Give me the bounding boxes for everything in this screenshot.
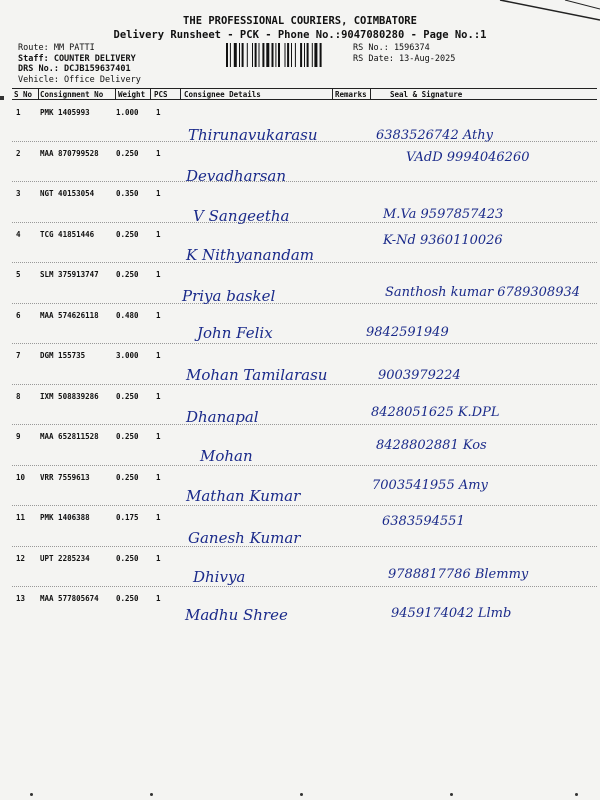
margin-mark xyxy=(0,96,4,100)
row-consignment-no: PMK 1405993 xyxy=(40,108,90,117)
scan-dot xyxy=(575,793,578,796)
consignee-handwritten-name: Mohan Tamilarasu xyxy=(186,366,328,384)
row-consignment-no: MAA 577805674 xyxy=(40,594,99,603)
col-divider xyxy=(38,88,39,99)
row-pcs: 1 xyxy=(156,108,161,117)
row-pcs: 1 xyxy=(156,310,161,320)
col-divider xyxy=(370,88,371,99)
row-pcs: 1 xyxy=(156,513,161,522)
barcode-bar xyxy=(262,43,264,67)
row-consignment-no: VRR 7559613 xyxy=(40,472,90,482)
barcode-bar xyxy=(312,43,313,67)
row-pcs: 1 xyxy=(156,432,161,441)
scan-dot xyxy=(150,793,153,796)
row-weight: 0.250 xyxy=(116,148,139,158)
staff-line: Staff: COUNTER DELIVERY xyxy=(18,53,136,64)
handwritten-signature: 8428802881 Kos xyxy=(376,438,487,453)
row-divider xyxy=(12,181,597,182)
table-row xyxy=(12,387,597,427)
col-header-sno: S No xyxy=(14,90,33,99)
row-consignment-no: DGM 155735 xyxy=(40,351,86,360)
route-line: Route: MM PATTI xyxy=(18,43,95,53)
row-sno: 6 xyxy=(16,310,21,320)
row-pcs: 1 xyxy=(156,148,161,158)
route-info xyxy=(18,43,141,85)
col-header-signature: Seal & Signature xyxy=(390,90,463,99)
barcode-bar xyxy=(226,43,228,67)
barcode-bar xyxy=(295,43,296,67)
header-bottom-rule xyxy=(12,99,597,100)
col-divider xyxy=(332,88,333,99)
table-row xyxy=(12,184,597,224)
handwritten-signature: 6383594551 xyxy=(382,514,465,529)
handwritten-signature: 9459174042 Llmb xyxy=(391,606,512,621)
company-title: THE PROFESSIONAL COURIERS, COIMBATORE xyxy=(183,15,417,27)
drs-line: DRS No.: DCJB159637401 xyxy=(18,64,131,74)
runsheet-subtitle: Delivery Runsheet - PCK - Phone No.:9047080280 - Page No.:1 xyxy=(113,29,487,41)
row-consignment-no: MAA 574626118 xyxy=(40,310,99,320)
barcode-bar xyxy=(242,43,244,67)
row-weight: 0.250 xyxy=(116,270,139,279)
row-sno: 3 xyxy=(16,189,21,198)
row-sno: 1 xyxy=(16,108,21,117)
row-divider xyxy=(12,424,597,425)
consignee-handwritten-name: Thirunavukarasu xyxy=(188,126,318,144)
row-weight: 0.250 xyxy=(116,472,139,482)
rs-info xyxy=(353,43,455,64)
row-weight: 0.480 xyxy=(116,310,139,320)
handwritten-signature: 9842591949 xyxy=(366,325,449,340)
row-weight: 0.250 xyxy=(116,594,139,603)
row-weight: 0.175 xyxy=(116,513,139,522)
rs-number: RS No.: 1596374 xyxy=(353,43,430,53)
row-pcs: 1 xyxy=(156,189,161,198)
consignee-handwritten-name: Priya baskel xyxy=(182,287,276,305)
row-consignment-no: UPT 2285234 xyxy=(40,553,90,563)
barcode-bar xyxy=(255,43,257,67)
row-pcs: 1 xyxy=(156,270,161,279)
row-sno: 12 xyxy=(16,553,26,563)
consignee-handwritten-name: Dhanapal xyxy=(186,408,259,426)
consignee-handwritten-name: Mathan Kumar xyxy=(186,487,301,505)
row-weight: 1.000 xyxy=(116,108,139,117)
row-sno: 4 xyxy=(16,229,21,239)
barcode-bar xyxy=(300,43,302,67)
barcode-bar xyxy=(304,43,305,67)
barcode-bar xyxy=(272,43,274,67)
consignee-handwritten-name: John Felix xyxy=(197,324,273,342)
table-row xyxy=(12,508,597,548)
barcode-bar xyxy=(314,43,317,67)
col-header-consignee: Consignee Details xyxy=(184,90,261,99)
row-consignment-no: MAA 870799528 xyxy=(40,148,99,158)
barcode-bar xyxy=(285,43,286,67)
row-consignment-no: SLM 375913747 xyxy=(40,270,99,279)
row-consignment-no: TCG 41851446 xyxy=(40,229,95,239)
row-consignment-no: NGT 40153054 xyxy=(40,189,95,198)
rs-date: RS Date: 13-Aug-2025 xyxy=(353,53,456,64)
row-weight: 3.000 xyxy=(116,351,139,360)
barcode-bar xyxy=(266,43,269,67)
row-pcs: 1 xyxy=(156,351,161,360)
row-divider xyxy=(12,586,597,587)
row-consignment-no: IXM 508839286 xyxy=(40,391,99,401)
row-sno: 10 xyxy=(16,472,26,482)
row-sno: 8 xyxy=(16,391,21,401)
scan-dot xyxy=(300,793,303,796)
vehicle-line: Vehicle: Office Delivery xyxy=(18,74,141,85)
row-consignment-no: PMK 1406388 xyxy=(40,513,90,522)
row-weight: 0.350 xyxy=(116,189,139,198)
row-sno: 7 xyxy=(16,351,21,360)
handwritten-signature: 9003979224 xyxy=(378,368,461,383)
row-pcs: 1 xyxy=(156,553,161,563)
row-divider xyxy=(12,505,597,506)
col-divider xyxy=(150,88,151,99)
table-row xyxy=(12,306,597,346)
consignee-handwritten-name: Ganesh Kumar xyxy=(188,529,301,547)
row-weight: 0.250 xyxy=(116,432,139,441)
barcode-bar xyxy=(259,43,260,67)
row-sno: 5 xyxy=(16,270,21,279)
barcode-bar xyxy=(287,43,289,67)
row-pcs: 1 xyxy=(156,229,161,239)
consignee-handwritten-name: K Nithyanandam xyxy=(186,246,315,264)
row-sno: 11 xyxy=(16,513,26,522)
row-divider xyxy=(12,343,597,344)
row-divider xyxy=(12,303,597,304)
col-divider xyxy=(180,88,181,99)
handwritten-signature: 9788817786 Blemmy xyxy=(388,567,529,582)
col-divider xyxy=(115,88,116,99)
row-sno: 2 xyxy=(16,148,21,158)
barcode-bar xyxy=(239,43,240,67)
row-weight: 0.250 xyxy=(116,553,139,563)
barcode-bar xyxy=(307,43,309,67)
consignee-handwritten-name: Madhu Shree xyxy=(185,606,288,624)
handwritten-signature: Santhosh kumar 6789308934 xyxy=(385,285,581,300)
row-weight: 0.250 xyxy=(116,391,139,401)
barcode-bar xyxy=(275,43,276,67)
scan-dot xyxy=(450,793,453,796)
row-pcs: 1 xyxy=(156,472,161,482)
col-header-weight: Weight xyxy=(118,90,146,99)
row-sno: 9 xyxy=(16,432,21,441)
table-row xyxy=(12,468,597,508)
row-divider xyxy=(12,546,597,547)
row-pcs: 1 xyxy=(156,594,161,603)
barcode-bar xyxy=(234,43,237,67)
barcode-bar xyxy=(247,43,248,67)
row-divider xyxy=(12,222,597,223)
handwritten-signature: VAdD 9994046260 xyxy=(406,150,530,165)
row-consignment-no: MAA 652811528 xyxy=(40,432,99,441)
handwritten-signature: 8428051625 K.DPL xyxy=(371,405,500,420)
barcode-bar xyxy=(278,43,280,67)
consignee-handwritten-name: Dhivya xyxy=(193,568,246,586)
handwritten-signature: 6383526742 Athy xyxy=(376,128,493,143)
col-header-remarks: Remarks xyxy=(335,90,367,99)
consignee-handwritten-name: Devadharsan xyxy=(186,167,286,185)
table-row xyxy=(12,427,597,467)
col-header-pcs: PCS xyxy=(154,90,168,99)
consignee-handwritten-name: Mohan xyxy=(200,447,253,465)
row-divider xyxy=(12,465,597,466)
scan-dot xyxy=(30,793,33,796)
handwritten-signature: K-Nd 9360110026 xyxy=(383,233,503,248)
barcode-bar xyxy=(291,43,292,67)
row-sno: 13 xyxy=(16,594,26,603)
consignee-handwritten-name: V Sangeetha xyxy=(193,207,290,225)
handwritten-signature: M.Va 9597857423 xyxy=(383,207,504,222)
col-header-consignment: Consignment No xyxy=(40,90,104,99)
row-pcs: 1 xyxy=(156,391,161,401)
barcode-bar xyxy=(252,43,253,67)
handwritten-signature: 7003541955 Amy xyxy=(372,478,488,493)
row-weight: 0.250 xyxy=(116,229,139,239)
barcode xyxy=(226,43,348,67)
barcode-bar xyxy=(320,43,322,67)
barcode-bar xyxy=(230,43,231,67)
table-top-rule xyxy=(12,88,597,89)
